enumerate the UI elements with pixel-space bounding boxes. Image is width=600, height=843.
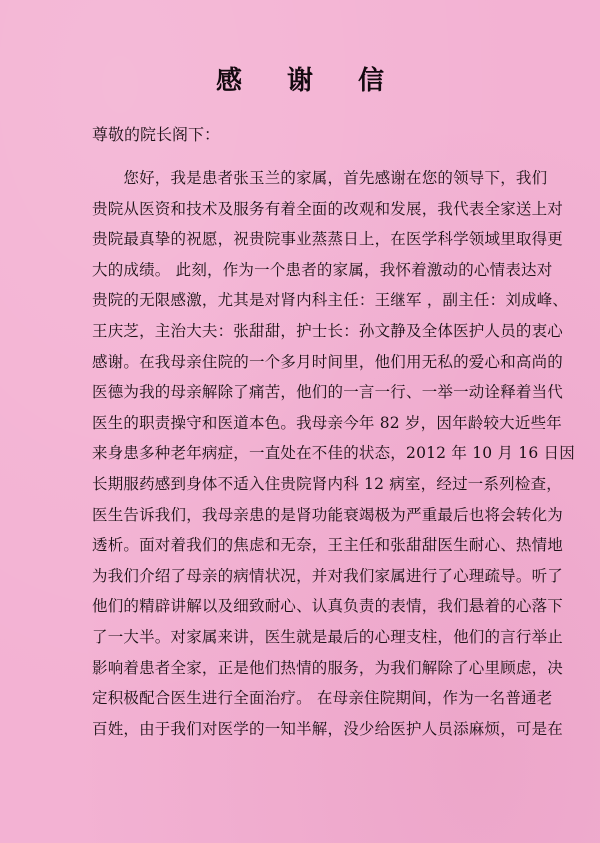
body-line: 透析。面对着我们的焦虑和无奈，王主任和张甜甜医生耐心、热情地 xyxy=(92,536,564,555)
body-line: 医生告诉我们，我母亲患的是肾功能衰竭极为严重最后也将会转化为 xyxy=(92,505,564,524)
body-line: 了一大半。对家属来讲，医生就是最后的心理支柱，他们的言行举止 xyxy=(92,627,564,646)
body-line: 定积极配合医生进行全面治疗。 在母亲住院期间，作为一名普通老 xyxy=(92,689,553,708)
body-line: 贵院的无限感激，尤其是对肾内科主任：王继军 ，副主任：刘成峰、 xyxy=(92,291,569,310)
body-line: 大的成绩。 此刻，作为一个患者的家属，我怀着激动的心情表达对 xyxy=(92,260,553,279)
body-line: 贵院从医资和技术及服务有着全面的改观和发展，我代表全家送上对 xyxy=(92,199,564,218)
body-line: 贵院最真挚的祝愿，祝贵院事业蒸蒸日上，在医学科学领域里取得更 xyxy=(92,230,564,249)
body-line: 感谢。在我母亲住院的一个多月时间里，他们用无私的爱心和高尚的 xyxy=(92,352,564,371)
body-line: 他们的精辟讲解以及细致耐心、认真负责的表情，我们悬着的心落下 xyxy=(92,597,564,616)
letter-body xyxy=(92,163,575,744)
body-line: 来身患多种老年病症，一直处在不佳的状态，2012 年 10 月 16 日因 xyxy=(92,444,575,463)
letter-salutation: 尊敬的院长阁下： xyxy=(92,125,221,144)
body-line: 影响着患者全家，正是他们热情的服务，为我们解除了心里顾虑，决 xyxy=(92,658,564,677)
body-line: 百姓，由于我们对医学的一知半解，没少给医护人员添麻烦，可是在 xyxy=(92,719,564,738)
body-line: 您好，我是患者张玉兰的家属，首先感谢在您的领导下，我们 xyxy=(92,169,548,187)
body-line: 为我们介绍了母亲的病情状况，并对我们家属进行了心理疏导。听了 xyxy=(92,566,564,585)
body-line: 长期服药感到身体不适入住贵院肾内科 12 病室，经过一系列检查， xyxy=(92,474,562,493)
body-line: 医德为我的母亲解除了痛苦，他们的一言一行、一举一动诠释着当代 xyxy=(92,383,564,402)
body-line: 王庆芝，主治大夫：张甜甜，护士长：孙文静及全体医护人员的衷心 xyxy=(92,321,564,340)
body-line: 医生的职责操守和医道本色。我母亲今年 82 岁，因年龄较大近些年 xyxy=(92,413,562,432)
letter-title: 感 谢 信 xyxy=(215,66,403,96)
